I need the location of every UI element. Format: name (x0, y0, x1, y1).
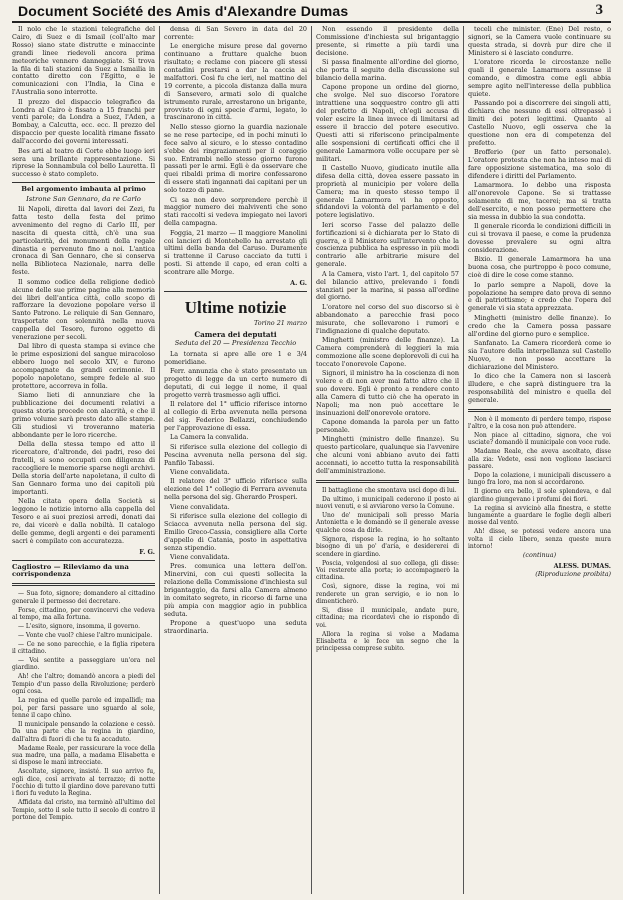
paragraph: Bixio. Il generale Lamarmora ha una buona cosa, che purtroppo è poco comune, cioè di dire le cose come stanno. (468, 255, 611, 280)
col3-parliament (316, 26, 459, 476)
paragraph: Viene convalidata. (170, 552, 230, 561)
paragraph: Ascoltate, signore, insisté. Il suo arrivo fu, egli dice, così arrivato al terrazzo; di notte l'occhio di tutto il giardino dove parevano tutti i fiori fu veduto la Regina. (12, 768, 155, 798)
column-rule (164, 291, 307, 292)
paragraph: Io dico che la Camera non si lascerà illudere, e che saprà distinguere tra la responsabilità del ministro e quella del generale. (468, 372, 611, 404)
paragraph: La Camera la convalida. (170, 433, 249, 442)
paragraph: Si, disse il municipale, andate pure, cittadina; ma ricordatevi che io rispondo di voi. (316, 606, 459, 629)
paragraph: Non piace al cittadino, signora, che voi usciate? domandò il municipale con voce rude. (468, 432, 611, 447)
paragraph: — Sua foto, signore; domandero al cittadino generale il permesso dei decretare. (12, 590, 155, 605)
paragraph: Il nolo che le stazioni telegrafiche del Cairo, di Suez e di Ismail (coll'alto mar Rosso) siano state distrutte e minaccinte grandi linee riedevoli ancora prima meteoriche vennero danneggiate. Si trova la fila di tali stazioni da Suez a Ismailia in contatto diretto con l'Egitto, e le comunicazioni con l'India, la Cina e l'Australia sono interrotte. (12, 26, 155, 97)
paragraph: Così, signore, disse la regina, voi mi renderete un gran servigio, e io non lo dimenticherò. (316, 583, 459, 606)
column-2 (159, 26, 311, 894)
paragraph: Non essendo il presidente della Commissione d'inchiesta sul brigantaggio presente, si rimette a più tardi una decisione. (316, 26, 459, 57)
paragraph: Pres. comunica una lettera dell'on. Minervini, con cui questi sollecita la relazione della Commissione d'inchiesta sul brigantaggio, da farsi alla Camera almeno in comitato segreto, in ricorso di farne una più ampia con maggior agio in pubblica seduta. (164, 562, 307, 618)
paragraph: La regina ed quelle parole ed impallidì; ma poi, per farsi passare uno sguardo al sole, tenne il capo chino. (12, 697, 155, 719)
paragraph: Il municipale pensando la colazione e cessò. Da una parte che la regina in giardino, dall'altra di fuori di che tu fa accaduto. (12, 720, 155, 743)
paragraph: Il battaglione che smontava uscì dopo di lui. (322, 486, 457, 494)
paragraph: Ferr. annunzia che è stato presentato un progetto di legge da un certo numero di deputati, di cui legge il nome, il qual progetto verrà trasmesso agli uffici. (164, 367, 307, 399)
paragraph: Viene convalidata. (170, 502, 230, 511)
paragraph: A la Camera, visto l'art. 1, del capitolo 57 del bilancio attivo, prelevando i fondi stanziati per la marina, si passa all'ordine del giorno. (316, 269, 459, 302)
paragraph: Il generale ricorda le condizioni difficili in cui si trovava il paese, e come la prudenza dovesse prevalere su ogni altra considerazione. (468, 222, 611, 254)
signature: F. G. (139, 547, 155, 556)
paragraph: Il sommo codice della religione dedicò alcune delle sue prime pagine alla memoria dei libri dell'antica città, collo scopo di rafforzare la devozione popolare verso il Santo Patrono. Le reliquie di San Gennaro, trasportate con solennità nella nuova cappella del Tesoro, furono oggetto di venerazione per secoli. (12, 277, 155, 342)
paragraph: Forse, cittadino, per convincervi che vedeva al tempo, ma alla fortuna. (12, 606, 155, 622)
paragraph: Passando poi a discorrere dei singoli atti, dichiara che nessuno di essi oltrepassò i limiti dei poteri legittimi. Quanto al Castello Nuovo, egli osserva che la questione non era di competenza del prefetto. (468, 99, 611, 147)
paragraph: Il relatore del 3° ufficio riferisce sulla elezione del 1° collegio di Ferrara avvenuta nella persona del sig. Gherardo Prosperi. (164, 477, 307, 502)
paragraph: Brofferio (per un fatto personale). L'oratore protesta che non ha inteso mai di fare opposizione sistematica, ma solo di difendere i diritti del Parlamento. (468, 148, 611, 180)
paragraph: Ah! disse, se potessi vedere ancora una volta il cielo libero, senza queste mura intorno! (468, 528, 611, 551)
paragraph: Iii Napoli, diretta dal lavori dei Zezi, fu fatta testo della festa del primo avvenimento del regno di Carlo III, per nascita di questa città, ch'è una sua particolarità, dei monumenti della regale dinastia e pervenuto fino a noi. L'antica cronaca di San Gennaro, che si conserva nella Biblioteca Nazionale, narra delle feste. (12, 205, 155, 277)
column-rule (12, 182, 155, 183)
paragraph: La tornata si apre alle ore 1 e 3/4 pomeridiane. (164, 349, 307, 366)
paragraph: Il Castello Nuovo, giudicato inutile alla difesa della città, dovea essere passato in proprietà al municipio per volere della Camera; ma in questo stesso tempo il generale Lamarmora vi ha opposto, sfidandovi la volontà del parlamento e del potere legislativo. (316, 163, 459, 220)
paragraph: Signori, il ministro ha la coscienza di non volere e di non aver mai fatto altro che il suo dovere. Egli è pronto a rendere conto alla Camera di tutto ciò che ha operato in Napoli; ma non può accettare le insinuazioni dell'onorevole oratore. (316, 369, 459, 417)
paragraph: Si riferisce sulla elezione del collegio di Sciacca avvenuta nella persona del sig. Emilio Greco-Cassia, consigliere alla Corte d'appello di Catania, posto in aspettativa senza stipendio. (164, 511, 307, 552)
paragraph: Si passa finalmente all'ordine del giorno, che porta il seguito della discussione sul bilancio della marina. (316, 58, 459, 82)
paragraph: Io parlo sempre a Napoli, dove la popolazione ha sempre dato prova di senno e di patriottismo; e credo che l'opera del generale vi sia stata apprezzata. (468, 280, 611, 313)
paragraph: Il relatore del 1° ufficio riferisce intorno al collegio di Erba avvenuta nella persona del sig. Federico Bellazzi, conchiudendo per l'approvazione di essa. (164, 400, 307, 432)
col2-bottom (164, 351, 307, 636)
paragraph: — Vonte che vuol? chiese l'altro municipale. (18, 631, 153, 639)
double-rule (316, 480, 459, 483)
newspaper-page (8, 26, 615, 894)
article-subtitle: Istrone San Gennaro, da re Carlo (26, 195, 141, 204)
paragraph: Dopo la colazione, i municipali discussero a lungo fra loro, ma non si accordarono. (468, 472, 611, 487)
paragraph: Uno de' municipali soli presso Maria Antonietta e le domandò se il generale avesse qualche cosa da dirle. (316, 512, 459, 534)
paragraph: Capone propone un ordine del giorno, che svolge. Nel suo discorso l'oratore intrattiene una soqquestro contro gli atti del prefetto di Napoli, ch'egli accusa di voler escire la linea invece di limitarsi ad essere il braccio del potere esecutivo. Questi atti si riferiscono principalmente alle sospensioni di certificati offici che il generale Lamarmora volle occupare per sè militari. (316, 83, 459, 163)
paragraph: Minghetti (ministro delle finanze). La Camera comprenderà di leggieri la mia commozione alle scene deplorevoli di cui ha toccato l'onorevole Capone. (316, 335, 459, 368)
paragraph: Capone domanda la parola per un fatto personale. (316, 418, 459, 434)
column-4 (463, 26, 615, 894)
dateline: Torino 21 marzo (253, 319, 307, 327)
col2-top (164, 26, 307, 277)
author-signature: ALESS. DUMAS. (553, 562, 611, 570)
paragraph: Propone a quest'uopo una seduta straordinaria. (164, 619, 307, 636)
paragraph: — Voi sentite a passeggiare un'ora nel giardino. (12, 657, 155, 672)
page-header (0, 0, 623, 20)
paragraph: Viene convalidata. (170, 467, 230, 476)
paragraph: Sanfanato. La Camera ricorderà come io sia l'autore della interpellanza sul Castello Nuovo, e non posso accettare la dichiarazione del Ministero. (468, 338, 611, 371)
paragraph: Allora la regina si volse a Madama Elisabetta e le fece un segno che la principessa comprese subito. (316, 630, 459, 653)
double-rule (12, 583, 155, 586)
section-title: Ultime notizie (184, 298, 287, 317)
column-rule (12, 560, 155, 561)
paragraph: Ci sa non devo sorprendere perchè il maggior numero dei malviventi che sono stati raccolti si vedeva impiegato nei lavori della campagna. (164, 195, 307, 228)
chamber-heading: Camera dei deputati (194, 329, 277, 339)
paragraph: Signora, rispose la regina, io ho soltanto bisogno di un po' d'aria, e desidererei di scendere in giardino. (316, 535, 459, 558)
paragraph: Poscia, volgendosi al suo collega, gli disse: Voi resterete alla porta; io accompagnerò la cittadina. (316, 559, 459, 582)
col1-article (12, 206, 155, 546)
page-number: 3 (595, 2, 603, 18)
paragraph: Il giorno era bello, il sole splendeva, e dal giardino giungevano i profumi dei fiori. (468, 488, 611, 503)
paragraph: Siamo lieti di annunziare che la pubblicazione dei documenti relativi a questa storia procede con alacrità, e che il primo volume sarà presto dato alle stampe. Gli studiosi vi troveranno materia abbondante per le loro ricerche. (12, 391, 155, 439)
paragraph: Minghetti (ministro delle finanze). Io credo che la Camera possa passare all'ordine del giorno puro e semplice. (468, 313, 611, 338)
paragraph: — L'esito, signore, insomma, il governo. (18, 622, 141, 630)
paragraph: Il prezzo del dispaccio telegrafico da Londra al Cairo è fissato a 15 franchi per venti parole; da Londra a Suez, l'Aden, a Bombay, a Calcutta, ecc. ecc. Il prezzo del dispaccio per queste località rimane fissato dall'accordo dei governi interessati. (12, 97, 155, 146)
col4-feuilleton (468, 416, 611, 551)
double-rule (468, 409, 611, 412)
paragraph: La regina si avvicinò alla finestra, e stette lungamente a guardare le foglie degli alberi mosse dal vento. (468, 504, 611, 527)
continued-note: (continua) (522, 551, 557, 560)
paragraph: Madame Reale, per rassicurare la voce della sua madre, una palla, a madama Elisabetta e si dispose le mani intrecciate. (12, 744, 155, 767)
paragraph: L'oratore nel corso del suo discorso si è abbandonato a parecchie frasi poco misurate, che sollevarono i rumori e l'indignazione di qualche deputato. (316, 302, 459, 335)
paragraph: Minghetti (ministro delle finanze). Su questo particolare, qualunque sia l'avvenire che alcuni voni abbiano avuto dei fatti accennati, io accetto tutta la responsabilità dell'amministrazione. (316, 435, 459, 475)
paragraph: — Ce ne sono parecchie, e la figlia ripetera il cittadino. (12, 640, 155, 656)
column-3 (311, 26, 463, 894)
paragraph: teceli che minister. (Ene) Del resto, o signori, se la Camera vuole continuare su questa strada, si dovrà pur dire che il Ministero si è lasciato condurre. (468, 26, 611, 57)
paragraph: Ieri scorso l'asse del palazzo delle fortificazioni si è dichiarata per lo Stato di guerra, e il Ministero sull'intervento che la coscienza pubblica ha espresso in più modi contrario alle arbitrarie misure del generale. (316, 220, 459, 269)
paragraph: Bes arti al teatro di Corte ebbe luogo ieri sera una brillante rappresentazione. Si riprese la Sonnambula col bello Lauretta. Il successo è stato completo. (12, 146, 155, 179)
col1-feuilleton (12, 590, 155, 821)
paragraph: densa di San Severo in data del 20 corrente: (164, 26, 307, 41)
paragraph: L'oratore ricorda le circostanze nelle quali il generale Lamarmora assunse il comando, e dimostra come egli abbia sempre agito nell'interesse della pubblica quiete. (468, 58, 611, 98)
column-1 (8, 26, 159, 894)
paragraph: Affidata dal cristo, ma terminò all'ultimo del Tempio, sotto il sole tutto il secolo di contro il portone del Tempio. (12, 799, 155, 822)
paragraph: Si riferisce sulla elezione del collegio di Pescina avvenuta nella persona del sig. Panfilo Tabassi. (164, 442, 307, 467)
paragraph: Nello stesso giorno la guardia nazionale se ne rese partecipe, ed in pochi minuti lo fece salvo al sicuro, e lo stesso contadino s'ebbe dei ringraziamenti per il coraggio suo. Entrambi nello stesso giorno furono passati per le armi. Egli è da osservare che quei ribaldi prima di morire confessarono di essere stati ingannati dai capitani per un solo tozzo di pane. (164, 122, 307, 195)
signature: A. G. (290, 279, 307, 288)
session-heading: Seduta del 20 — Presidenza Tecchio (174, 338, 297, 347)
reproduction-notice: (Riproduzione proibita) (535, 569, 611, 578)
document-title: Document Société des Amis d'Alexandre Dumas (18, 3, 349, 19)
article2-heading: Cagliostro — Rileviamo da una corrispondenza (12, 562, 129, 579)
paragraph: Non è il momento di perdere tempo, rispose l'altro, e la cosa non può attendere. (468, 415, 611, 431)
article-title: Bel argomento imbauta al primo (21, 185, 146, 194)
paragraph: Ah! che l'altro; domandò ancora a piedi del Tempio d'un passo della Rivoluzione; perderò ogni cosa. (12, 673, 155, 696)
col3-feuilleton (316, 487, 459, 653)
paragraph: Della della stessa tempo ed atto il ricercatore, d'altronde, dei padri, reso dei fratelli, si sono occupati con diligenza di raccogliere le memorie sparse negli archivi. Della storia dell'arte napoletana, il culto di San Gennaro forma uno dei capitoli più importanti. (12, 440, 155, 496)
paragraph: Lamarmora. Io debbo una risposta all'onorevole Capone. Se si trattasse solamente di me, tacerei; ma si tratta dell'esercito, e non posso permettere che sia messa in dubbio la sua condotta. (468, 181, 611, 221)
header-rule (12, 21, 611, 23)
col4-parliament (468, 26, 611, 405)
paragraph: Nella citata opera della Società si leggono le notizie intorno alla cappella del Tesoro e ai suoi preziosi arredi, donati dai re, dai vicerè e dalla nobiltà. Il catalogo delle gemme, degli argenti e dei paramenti sacri è compilato con accuratezza. (12, 497, 155, 545)
col1-intro (12, 26, 155, 179)
paragraph: Dal libro di questa stampa si evince che le prime esposizioni del sangue miracoloso ebbero luogo nel secolo XIV, e furono accompagnate da grandi cerimonie. Il popolo napoletano, sempre fedele al suo protettore, accorreva in folla. (12, 342, 155, 390)
paragraph: Da ultimo, i municipali cederono il posto ai nuovi venuti, e si avviarono verso la Comune. (316, 495, 459, 511)
paragraph: Foggia, 21 marzo — Il maggiore Manolini coi lancieri di Montebello ha arrestato gli ultimi della banda del Caruso. Duramente si trattenne il Caruso cacciato da tutti i posti. Si attende il capo, ed eran colti a scontrare alle Morge. (164, 228, 307, 277)
paragraph: Le energiche misure prese dal governo continuano a fruttare qualche buon risultato; e reclame con piacere gli stessi contadini prestarsi a dar la caccia ai malfattori. Così fu che ieri, nel mattino del 19 corrente, a piccola distanza dalla mura di Sansevero, armati solo di qualche istrumento rurale, arrestarono un brigante, provvisto di ogni specie d'armi, legato, lo trascinarono in città. (164, 42, 307, 122)
paragraph: Madame Reale, che aveva ascoltato, disse alla zia: Vedete, essi non vogliono lasciarci passare. (468, 448, 611, 471)
